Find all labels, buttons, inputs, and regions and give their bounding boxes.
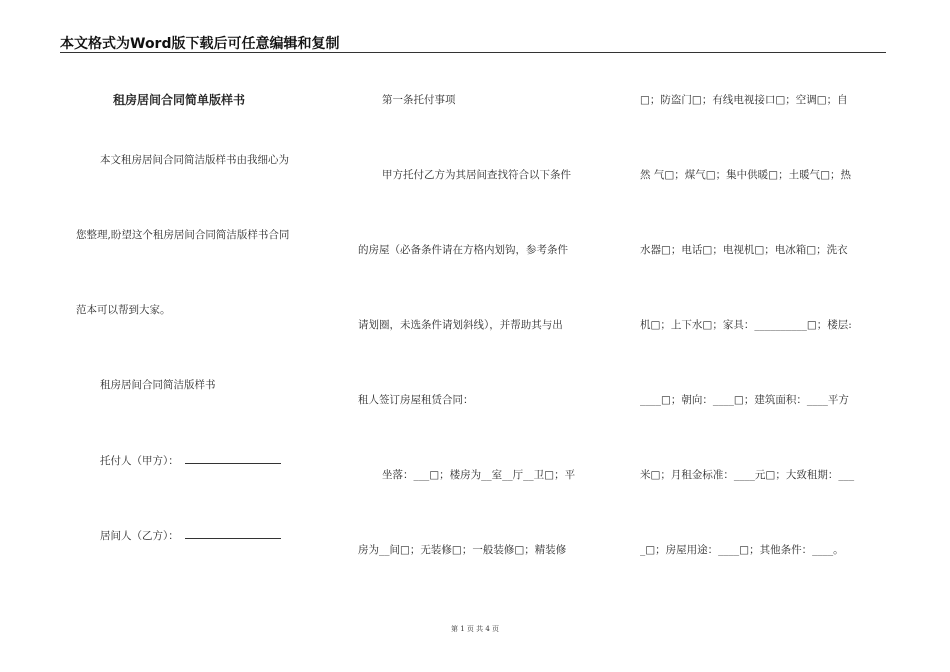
party-a-label: 托付人（甲方）： xyxy=(100,455,179,467)
intro-line-3: 范本可以帮到大家。 xyxy=(76,304,171,316)
conditions-line-5: ____□；朝向：____□；建筑面积：____平方 xyxy=(640,394,849,406)
clause-line-5: 坐落：___□；楼房为__室__厅__卫□；平 xyxy=(382,469,576,481)
conditions-line-2: 然 气□；煤气□；集中供暖□；土暖气□；热 xyxy=(640,169,852,181)
intro-line-1: 本文租房居间合同简洁版样书由我细心为 xyxy=(100,154,289,166)
header-title: 本文格式为Word版下载后可任意编辑和复制 xyxy=(60,36,340,52)
party-a-blank xyxy=(185,453,281,464)
conditions-line-1: □；防盗门□；有线电视接口□；空调□；自 xyxy=(640,94,848,106)
conditions-line-7: _□；房屋用途：____□；其他条件：____。 xyxy=(640,544,844,556)
clause-line-4: 租人签订房屋租赁合同： xyxy=(358,394,474,406)
party-b-label: 居间人（乙方）： xyxy=(100,530,179,542)
clause-title: 第一条托付事项 xyxy=(382,94,456,106)
clause-line-3: 请划圈，未选条件请划斜线），并帮助其与出 xyxy=(358,319,563,331)
party-b-blank xyxy=(185,528,281,539)
header-divider xyxy=(60,52,886,53)
clause-line-2: 的房屋（必备条件请在方格内划钩，参考条件 xyxy=(358,244,568,256)
party-a-row xyxy=(100,453,281,468)
intro-line-2: 您整理,盼望这个租房居间合同简洁版样书合同 xyxy=(76,229,290,241)
page-number: 第 1 页 共 4 页 xyxy=(450,625,500,633)
section-subtitle: 租房居间合同简洁版样书 xyxy=(100,379,216,391)
document-title: 租房居间合同简单版样书 xyxy=(113,93,246,107)
conditions-line-4: 机□；上下水□；家具：__________□；楼层: xyxy=(640,319,852,331)
conditions-line-6: 米□；月租金标准：____元□；大致租期：___ xyxy=(640,469,855,481)
clause-line-6: 房为__间□；无装修□；一般装修□；精装修 xyxy=(358,544,567,556)
conditions-line-3: 水器□；电话□；电视机□；电冰箱□；洗衣 xyxy=(640,244,848,256)
party-b-row xyxy=(100,528,281,543)
clause-line-1: 甲方托付乙方为其居间查找符合以下条件 xyxy=(382,169,571,181)
